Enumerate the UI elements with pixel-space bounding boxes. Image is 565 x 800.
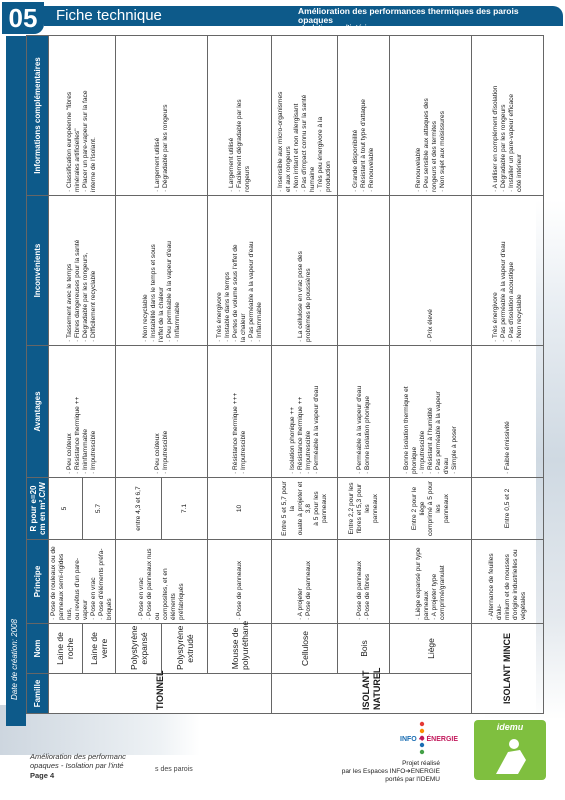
title-bar: [44, 6, 563, 32]
avantages-mince: · Faible émissivité: [472, 346, 544, 478]
nom-mousse: Mousse de polyuréthane: [208, 624, 272, 674]
credit-line2: par les Espaces INFO➔ENERGIE: [341, 768, 440, 775]
infos-laines: · Classification européenne "fibres minérales artificielles" · Placer un pare-vapeur sur la face interne de l'isolant.: [49, 36, 116, 196]
infos-cellulose: · Insensible aux micro-organismes et aux rongeurs · Non irritant et non allergisant · Pas d'impact connu sur la santé humaine · Très peu énergivore à la production: [272, 36, 338, 196]
table-row: [472, 36, 544, 714]
page-number: Page 4: [30, 771, 55, 780]
principe-cellulose: · A projeter · Pose de panneaux: [272, 540, 338, 624]
r-mince: Entre 0,5 et 2: [472, 478, 544, 540]
table-row: [338, 36, 390, 714]
header-avantages: Avantages: [27, 346, 49, 478]
subject-title: Amélioration des performances thermiques des parois opaques: [298, 6, 519, 25]
infos-mousse: · Largement utilisé · Facilement dégradable par les rongeurs: [208, 36, 272, 196]
footer-title-line1: Amélioration des performanc: [30, 752, 126, 761]
family-mince: ISOLANT MINCE: [472, 624, 544, 714]
avantages-cellulose: · Isolation phonique ++ · Résistance thermique ++ · Imputrescible · Perméable à la vapeur d'eau: [272, 346, 338, 478]
inconvenients-cellulose: · La cellulose en vrac pose des problèmes de poussières: [272, 196, 338, 346]
r-laine-roche: 5: [49, 478, 83, 540]
footer-title-line2: opaques - Isolation par l'inté: [30, 761, 124, 770]
principe-polystyrenes: · Pose en vrac · Pose de panneaux nus ou composites, et en éléments préfabriqués: [116, 540, 208, 624]
footer-credit: [292, 760, 440, 784]
r-cellulose: Entre 5 et 5,7 pour la ouate à projeter et 3,8 à 5 pour les panneaux: [272, 478, 338, 540]
nom-polystyrene-extrude: Polystyrène extrudé: [162, 624, 208, 674]
inconvenients-polystyrenes: · Non recyclable · Instabilité dans le temps et sous l'effet de la chaleur · Peu perméable à la vapeur d'eau · Inflammable: [116, 196, 208, 346]
family-conventionnel: TIONNEL: [49, 674, 272, 714]
header-inconvenients: Inconvénients: [27, 196, 49, 346]
sheet-subject: [298, 7, 553, 33]
avantages-laines: · Peu coûteux · Résistance thermique ++ · Ininflammable · Imputrescible: [49, 346, 116, 478]
table-header-row: [27, 36, 49, 714]
insulation-table: [26, 35, 544, 714]
infos-mince: · A utiliser en complément d'isolation · Dégradable par les rongeurs · Installer un pare-vapeur efficace côté intérieur: [472, 36, 544, 196]
principe-bois: · Pose de panneaux · Pose de fibres: [338, 540, 390, 624]
r-mousse: 10: [208, 478, 272, 540]
arrow-right-icon: ➔: [405, 768, 411, 775]
nom-cellulose: Cellulose: [272, 624, 338, 674]
family-naturel: ISOLANT NATUREL: [272, 674, 472, 714]
r-laine-verre: 5.7: [82, 478, 116, 540]
table-row: [116, 36, 162, 714]
table-row: [272, 36, 338, 714]
table-area: [26, 36, 536, 714]
table-row: [49, 36, 83, 714]
table-row: [390, 36, 472, 714]
avantages-mousse: · Résistance thermique +++ · Imputrescible: [208, 346, 272, 478]
header-r: R pour e=20 cm en m².C/W: [27, 478, 49, 540]
infos-bois: · Grande disponibilité · Résistant à tout type d'attaque · Renouvelable: [338, 36, 390, 196]
inconvenients-laines: · Tassement avec le temps · Fibres dangereuses pour la santé · Dégradable par les rongeurs, · Difficilement recyclable: [49, 196, 116, 346]
r-polystyrene-expanse: entre 4,3 et 6,7: [116, 478, 162, 540]
credit-line3: portés par l'IDEMU: [385, 776, 440, 783]
nom-laine-roche: Laine de roche: [49, 624, 83, 674]
r-liege: Entre 2 pour le liège comprimé à 5 pour les panneaux: [390, 478, 472, 540]
header-famille: Famille: [27, 674, 49, 714]
avantages-liege: · Bonne isolation thermique et phonique · Imputrescible · Résistant à l'humidité · Pas perméable à la vapeur d'eau · Simple à poser: [390, 346, 472, 478]
table-row: [208, 36, 272, 714]
principe-liege: · Liège expansé pur type panneaux · A projeter type comprimé/granulat: [390, 540, 472, 624]
subject-subtitle: - Isolation par l'intérieur -: [298, 25, 382, 32]
infos-polystyrenes: · Largement utilisé · Dégradable par les rongeurs: [116, 36, 208, 196]
info-energie-logo: [400, 735, 458, 743]
idemu-logo-text: idemu: [496, 722, 524, 732]
principe-mousse: · Pose de panneaux: [208, 540, 272, 624]
nom-laine-verre: Laine de verre: [82, 624, 116, 674]
creation-date: Date de création: 2008: [10, 619, 19, 700]
r-bois: Entre 2,2 pour les fibres et 5,3 pour les panneaux: [338, 478, 390, 540]
inconvenients-liege: · Prix élevé: [390, 196, 472, 346]
logo-energie-text: ÉNERGIE: [426, 736, 459, 743]
footer-document-title: [30, 752, 230, 780]
inconvenients-mince: · Très énergivore · Pas perméable à la vapeur d'eau · Pas d'isolation acoustique · Non recyclable: [472, 196, 544, 346]
r-polystyrene-extrude: 7.1: [162, 478, 208, 540]
logo-info-text: INFO: [400, 736, 417, 743]
footer-title-fragment: s des parois: [155, 766, 193, 773]
header-nom: Nom: [27, 624, 49, 674]
principe-laines: · Pose de rouleaux ou de panneaux semi-rigides nus, ou revêtus d'un pare-vapeur · Pose en vrac · Pose d'éléments préfa- briqués: [49, 540, 116, 624]
rotated-table-wrapper: [26, 36, 536, 714]
avantages-polystyrenes: · Peu coûteux · Imputrescible: [116, 346, 208, 478]
arrow-right-icon: ➔: [418, 736, 425, 743]
page-header: [0, 0, 565, 33]
nom-liege: Liège: [390, 624, 472, 674]
principe-mince: · Alternance de feuilles d'alu- minium et de mousses d'origine industrielles ou végétales: [472, 540, 544, 624]
credit-line1: Projet réalisé: [402, 760, 440, 767]
avantages-bois: · Perméable à la vapeur d'eau · Bonne isolation phonique: [338, 346, 390, 478]
sheet-label: Fiche technique: [56, 7, 162, 24]
header-infos: Informations complémentaires: [27, 36, 49, 196]
inconvenients-mousse: · Très énergivore · Instable dans le temps · Pertes de volume sous l'effet de la chaleur · Pas perméable à la vapeur d'eau · Inflammable: [208, 196, 272, 346]
sheet-number: 05: [2, 2, 44, 34]
infos-liege: · Renouvelable · Peu sensible aux attaques des rongeurs et des termites · Non sujet aux moisissures: [390, 36, 472, 196]
nom-bois: Bois: [338, 624, 390, 674]
header-principe: Principe: [27, 540, 49, 624]
inconvenients-bois: [338, 196, 390, 346]
nom-polystyrene-expanse: Polystyrène expansé: [116, 624, 162, 674]
